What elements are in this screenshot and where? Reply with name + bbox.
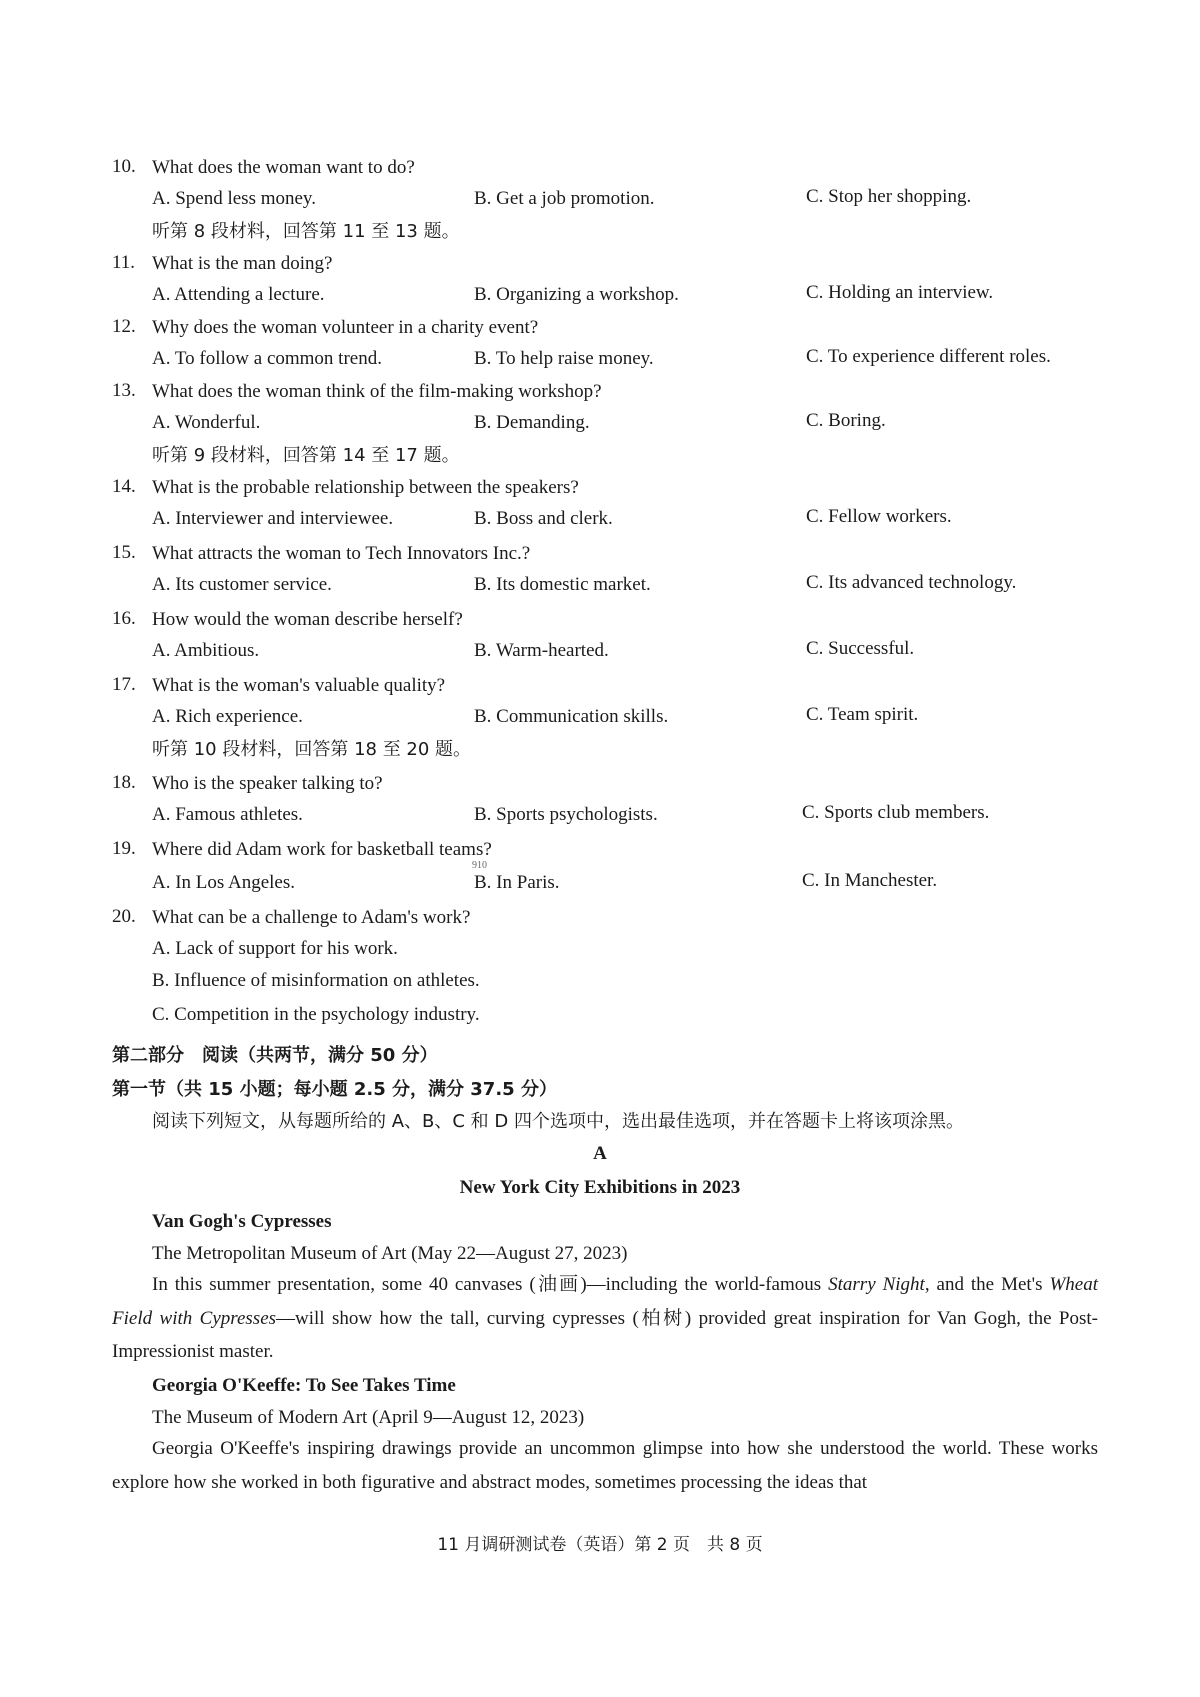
option-c: C. Competition in the psychology industry.: [152, 1004, 480, 1025]
part-heading: 第二部分 阅读（共两节，满分 50 分）: [112, 1045, 438, 1066]
option-a: A. Famous athletes.: [152, 804, 303, 825]
option-a: A. Interviewer and interviewee.: [152, 508, 394, 529]
option-c: C. Holding an interview.: [806, 282, 994, 303]
option-b: B. Demanding.: [474, 412, 590, 433]
passage-letter: A: [593, 1143, 607, 1164]
option-c: C. In Manchester.: [802, 870, 938, 891]
option-a: A. Attending a lecture.: [152, 284, 325, 305]
option-b: B. Get a job promotion.: [474, 188, 655, 209]
question-number: 10.: [112, 156, 136, 177]
page-footer: 11 月调研测试卷（英语）第 2 页 共 8 页: [437, 1535, 763, 1555]
option-a: A. Wonderful.: [152, 412, 261, 433]
artwork-title: Wheat Field with Cypresses: [112, 1274, 1098, 1329]
option-c: C. Fellow workers.: [806, 506, 952, 527]
question-text: How would the woman describe herself?: [152, 609, 463, 630]
option-c: C. Successful.: [806, 638, 915, 659]
question-number: 11.: [112, 252, 136, 273]
question-text: Who is the speaker talking to?: [152, 773, 383, 794]
desc-text: In this summer presentation, some 40 canvases (油画)—including the world-famous: [152, 1274, 829, 1295]
question-number: 12.: [112, 316, 136, 337]
section-heading: 第一节（共 15 小题；每小题 2.5 分，满分 37.5 分）: [112, 1079, 557, 1100]
passage-title: New York City Exhibitions in 2023: [459, 1177, 741, 1198]
exhibition-venue: The Metropolitan Museum of Art (May 22—August 27, 2023): [152, 1243, 628, 1264]
option-b: B. To help raise money.: [474, 348, 654, 369]
question-number: 15.: [112, 542, 136, 563]
question-number: 20.: [112, 906, 136, 927]
desc-text: —will show how the tall, curving cypresses (柏树) provided great inspiration for Van Gogh, the Post-Impressionist master.: [112, 1307, 1098, 1362]
question-text: Why does the woman volunteer in a charity event?: [152, 317, 539, 338]
question-number: 17.: [112, 674, 136, 695]
question-number: 18.: [112, 772, 136, 793]
exhibition-venue: The Museum of Modern Art (April 9—August 12, 2023): [152, 1407, 585, 1428]
question-text: What does the woman want to do?: [152, 157, 415, 178]
listening-instruction: 听第 10 段材料，回答第 18 至 20 题。: [152, 739, 472, 760]
reading-directions: 阅读下列短文，从每题所给的 A、B、C 和 D 四个选项中，选出最佳选项，并在答题卡上将该项涂黑。: [152, 1111, 964, 1132]
option-c: C. Its advanced technology.: [806, 572, 1017, 593]
option-a: A. Spend less money.: [152, 188, 316, 209]
option-b: B. Organizing a workshop.: [474, 284, 679, 305]
option-a: A. In Los Angeles.: [152, 872, 296, 893]
option-a: A. Ambitious.: [152, 640, 260, 661]
question-number: 13.: [112, 380, 136, 401]
exhibition-description: [112, 1268, 1098, 1369]
question-number: 19.: [112, 838, 136, 859]
question-text: What is the probable relationship between the speakers?: [152, 477, 579, 498]
option-b: B. Warm-hearted.: [474, 640, 609, 661]
option-c: C. Team spirit.: [806, 704, 919, 725]
option-b: B. Sports psychologists.: [474, 804, 658, 825]
exhibition-description: Georgia O'Keeffe's inspiring drawings provide an uncommon glimpse into how she understood the world. These works explore how she worked in both figurative and abstract modes, sometimes processing the ideas that: [112, 1438, 1098, 1493]
question-number: 14.: [112, 476, 136, 497]
option-b: B. Its domestic market.: [474, 574, 651, 595]
option-c: C. Boring.: [806, 410, 886, 431]
question-text: What is the man doing?: [152, 253, 333, 274]
option-a: A. Its customer service.: [152, 574, 332, 595]
listening-instruction: 听第 8 段材料，回答第 11 至 13 题。: [152, 221, 460, 242]
question-number: 16.: [112, 608, 136, 629]
option-c: C. Stop her shopping.: [806, 186, 972, 207]
option-c: C. To experience different roles.: [806, 346, 1051, 367]
question-text: What attracts the woman to Tech Innovators Inc.?: [152, 543, 531, 564]
option-b: B. Boss and clerk.: [474, 508, 613, 529]
desc-text: , and the Met's: [924, 1274, 1050, 1295]
listening-instruction: 听第 9 段材料，回答第 14 至 17 题。: [152, 445, 460, 466]
scan-artifact-mark: 910: [472, 860, 487, 871]
question-text: What is the woman's valuable quality?: [152, 675, 446, 696]
option-a: A. To follow a common trend.: [152, 348, 382, 369]
option-b: B. Influence of misinformation on athletes.: [152, 970, 480, 991]
artwork-title: Starry Night: [828, 1274, 925, 1295]
option-b: B. Communication skills.: [474, 706, 669, 727]
option-a: A. Lack of support for his work.: [152, 938, 398, 959]
question-text: What can be a challenge to Adam's work?: [152, 907, 471, 928]
question-text: Where did Adam work for basketball teams?: [152, 839, 492, 860]
exhibition-name: Van Gogh's Cypresses: [152, 1211, 332, 1232]
option-c: C. Sports club members.: [802, 802, 990, 823]
question-text: What does the woman think of the film-making workshop?: [152, 381, 602, 402]
option-a: A. Rich experience.: [152, 706, 303, 727]
option-b: B. In Paris.: [474, 872, 560, 893]
exhibition-name: Georgia O'Keeffe: To See Takes Time: [152, 1375, 456, 1396]
